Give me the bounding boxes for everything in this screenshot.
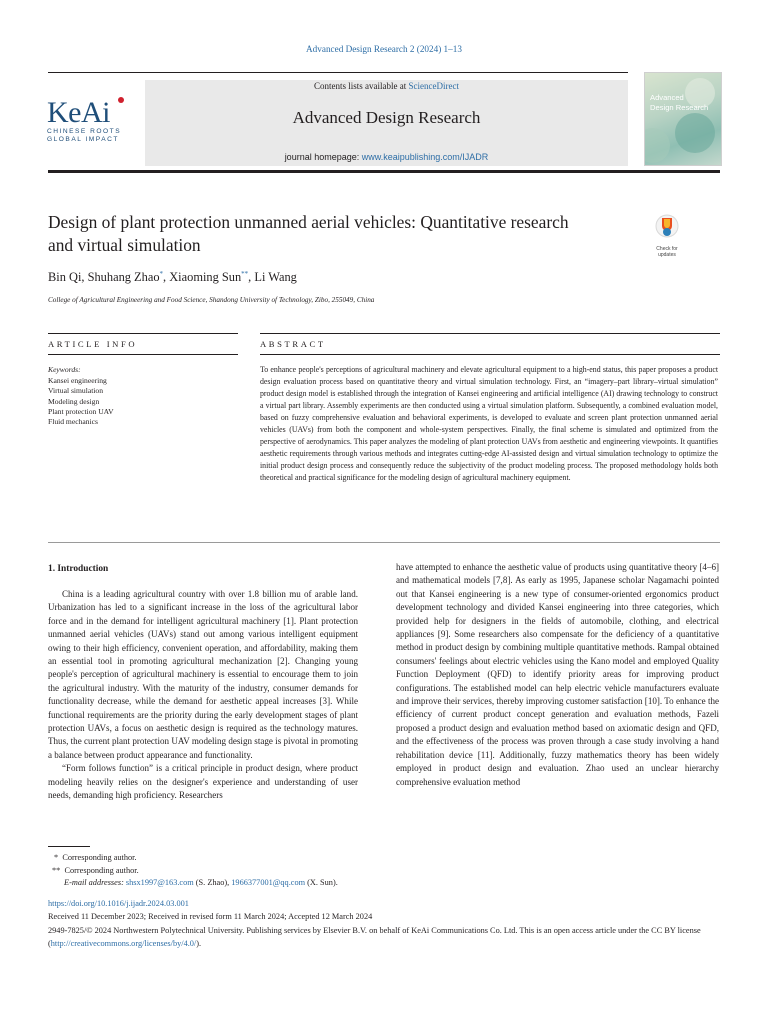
author-name[interactable]: Shuhang Zhao — [87, 270, 160, 285]
keyword-item: Kansei engineering — [48, 376, 107, 385]
homepage-prefix: journal homepage: — [284, 152, 362, 162]
license-statement — [48, 925, 720, 951]
intro-paragraph-1: China is a leading agricultural country with over 1.8 billion mu of arable land. Urbanization has led to a significant increase in the loss of the agricultural labor force and in the demand for intelligent agricultural machinery [1]. Plant protection unmanned aerial vehicles (UAVs) stand out among various intelligent equipment owing to their high efficiency, convenient operation, and affordability, making them an essential tool in promoting agricultural mechanization [2]. Changing young people's perception of agricultural machinery is essential to encourage them to join the agricultural industry. With the maturity of the industry, consumer demands for functionality decrease, while the demand for aesthetic appeal increases [3]. While functional requirements are the priority during the early development stages of plant protection UAVs, a focus on aesthetic design is required as the technology matures. Thus, the current plant protection UAV modeling design stage is pivotal in promoting a balance between product appearance and functionality. — [48, 589, 358, 760]
author-list — [48, 270, 297, 285]
cover-title — [650, 93, 720, 113]
contents-prefix: Contents lists available at — [314, 81, 409, 91]
keyword-item: Plant protection UAV — [48, 406, 114, 416]
footnote-mark: ** — [52, 865, 61, 875]
journal-cover-image[interactable] — [644, 72, 722, 166]
article-info-heading: ARTICLE INFO — [48, 339, 138, 349]
email-owner-zhao: (S. Zhao), — [193, 878, 232, 888]
abstract-rule-top — [260, 333, 720, 334]
email-owner-sun: (X. Sun). — [305, 878, 338, 888]
check-for-updates-button[interactable] — [650, 214, 684, 258]
affiliation: College of Agricultural Engineering and Food Science, Shandong University of Technology, Zibo, 255049, China — [48, 296, 375, 304]
keai-word-ai: Ai — [80, 96, 110, 129]
keywords-label: Keywords: — [48, 365, 81, 374]
article-info-rule — [48, 354, 238, 355]
author-name[interactable]: Xiaoming Sun — [169, 270, 242, 285]
abstract-text: To enhance people's perceptions of agricultural machinery and elevate agricultural equipment to a high-end status, this paper proposes a product design evaluation process based on quantitative theory and virtual simulation technology. First, an “imagery–part library–virtual simulation” product design model is established through the integration of Kansei engineering and artificial intelligence (AI) drawing technology to construct a virtual part library. Assembly experiments are then conducted using a virtual simulation platform. Subsequently, a combined evaluation model, based on fuzzy comprehensive evaluation and behavioral experiments, is developed to evaluate and screen plant protection unmanned aerial vehicles (UAVs) from both the component and whole-system perspectives. Finally, the final scheme is simulated and optimized from the perspective of aerodynamics. This paper analyzes the modeling of plant protection UAVs from aesthetic and engineering viewpoints. It quantifies aesthetic requirements through various methods and integrates cutting-edge AI-assisted design and virtual simulation technology to optimize the initial product design process and consequently reduce the subjectivity of the product modeling process. The proposed methodology holds both theoretical and practical significance for the modeling design of agricultural machinery equipment. — [260, 365, 718, 483]
check-updates-icon — [655, 214, 679, 240]
sciencedirect-link[interactable]: ScienceDirect — [408, 81, 459, 91]
license-suffix: ). — [196, 938, 202, 948]
footnote-text: Corresponding author. — [62, 853, 137, 862]
email-link-zhao[interactable]: shsx1997@163.com — [125, 878, 194, 888]
email-label: E-mail addresses: — [64, 878, 124, 888]
footnote-corresponding-1 — [48, 852, 338, 865]
keai-logo — [47, 98, 137, 158]
footnotes — [48, 852, 338, 890]
check-updates-line1: Check for — [656, 246, 678, 252]
cover-title-line2: Design Research — [650, 103, 709, 112]
paper-title-line2: and virtual simulation — [48, 234, 201, 255]
footnote-rule — [48, 846, 90, 847]
check-updates-line2: updates — [658, 251, 676, 258]
keai-word-ke: Ke — [47, 96, 81, 129]
journal-title: Advanced Design Research — [292, 108, 481, 127]
footnote-mark: * — [54, 853, 59, 862]
author-footnote-mark[interactable]: * — [159, 270, 164, 278]
cover-title-line1: Advanced — [650, 93, 684, 102]
paper-title — [48, 211, 638, 256]
header-rule-bottom — [48, 170, 720, 173]
abstract-heading: ABSTRACT — [260, 339, 326, 349]
abstract-end-rule — [48, 542, 720, 543]
doi-link[interactable]: https://doi.org/10.1016/j.ijadr.2024.03.001 — [48, 899, 189, 908]
article-info-rule-top — [48, 333, 238, 334]
abstract-rule — [260, 354, 720, 355]
footnote-text: Corresponding author. — [64, 865, 139, 875]
author-separator: , — [163, 270, 170, 285]
keywords-list — [48, 376, 114, 427]
paper-title-line1: Design of plant protection unmanned aerial vehicles: Quantitative research — [48, 212, 569, 232]
journal-citation-link[interactable]: Advanced Design Research 2 (2024) 1–13 — [306, 44, 462, 54]
homepage-line — [145, 152, 628, 162]
cover-blob — [644, 128, 670, 163]
keai-wordmark — [47, 96, 110, 129]
cc-license-link[interactable]: http://creativecommons.org/licenses/by/4.0/ — [50, 938, 197, 948]
author-separator: , — [81, 270, 88, 285]
footnote-emails — [48, 877, 338, 890]
author-separator: , — [248, 270, 255, 285]
author-footnote-mark[interactable]: ** — [241, 270, 249, 278]
author-name[interactable]: Li Wang — [254, 270, 297, 285]
keai-dot-icon — [118, 97, 124, 103]
intro-paragraph-3: have attempted to enhance the aesthetic value of products using quantitative theory [4–6] and mathematical models [7,8]. As early as 1995, Japanese scholar Nagamachi pointed out that Kansei engineering is a new type of consumer-oriented ergonomics product development technology and divided Kansei engineering into three categories, which provided help for designers in the fields of automobile, clothing, and electrical appliances [9]. Some researchers also compensate for the deficiency of a quantitative method in product design by combining multiple quantitative methods. Rampal obtained consumers' feelings about electric vehicles using the Kano model and employed Quality Function Deployment (QFD) to identify priority areas for improving product configurations. The established model can help electric vehicle manufacturers evaluate and improve their services, thereby improving customer satisfaction [10]. To enhance the efficiency of current product concept generation and evaluation methods, Fazeli proposed a product design and evaluation method based on axiomatic design and QFD, and the effectiveness of the process was proven through a case study involving a hand rehabilitation device [11]. Additionally, fuzzy mathematics theory has been widely employed in product design and evaluation. Zhao used an unclear hierarchy comprehensive evaluation method — [396, 562, 719, 787]
keai-tagline-1: CHINESE ROOTS — [47, 128, 122, 135]
introduction-heading: 1. Introduction — [48, 564, 109, 574]
body-column-left — [48, 588, 358, 803]
keai-tagline-2: GLOBAL IMPACT — [47, 136, 119, 143]
intro-paragraph-2: “Form follows function” is a critical principle in product design, where product modeling heavily relies on the designer's experience and understanding of user needs, demanding high proficiency. Researchers — [48, 763, 358, 801]
body-column-right — [396, 561, 719, 789]
footnote-corresponding-2 — [48, 865, 338, 878]
cover-blob — [675, 113, 715, 153]
journal-homepage-link[interactable]: www.keaipublishing.com/IJADR — [361, 152, 489, 162]
keyword-item: Virtual simulation — [48, 386, 104, 396]
license-text: 2949-7825/© 2024 Northwestern Polytechnical University. Publishing services by Elsevier B.V. on behalf of KeAi Communications Co. Ltd. This is an open access article under the CC BY license ( — [48, 926, 701, 948]
received-dates: Received 11 December 2023; Received in revised form 11 March 2024; Accepted 12 March 2024 — [48, 912, 373, 921]
contents-line — [145, 81, 628, 91]
author-name[interactable]: Bin Qi — [48, 270, 82, 285]
header-rule-top — [48, 72, 628, 73]
keyword-item: Modeling design — [48, 396, 100, 406]
email-link-sun[interactable]: 1966377001@qq.com — [231, 878, 306, 888]
keyword-item: Fluid mechanics — [48, 417, 98, 427]
